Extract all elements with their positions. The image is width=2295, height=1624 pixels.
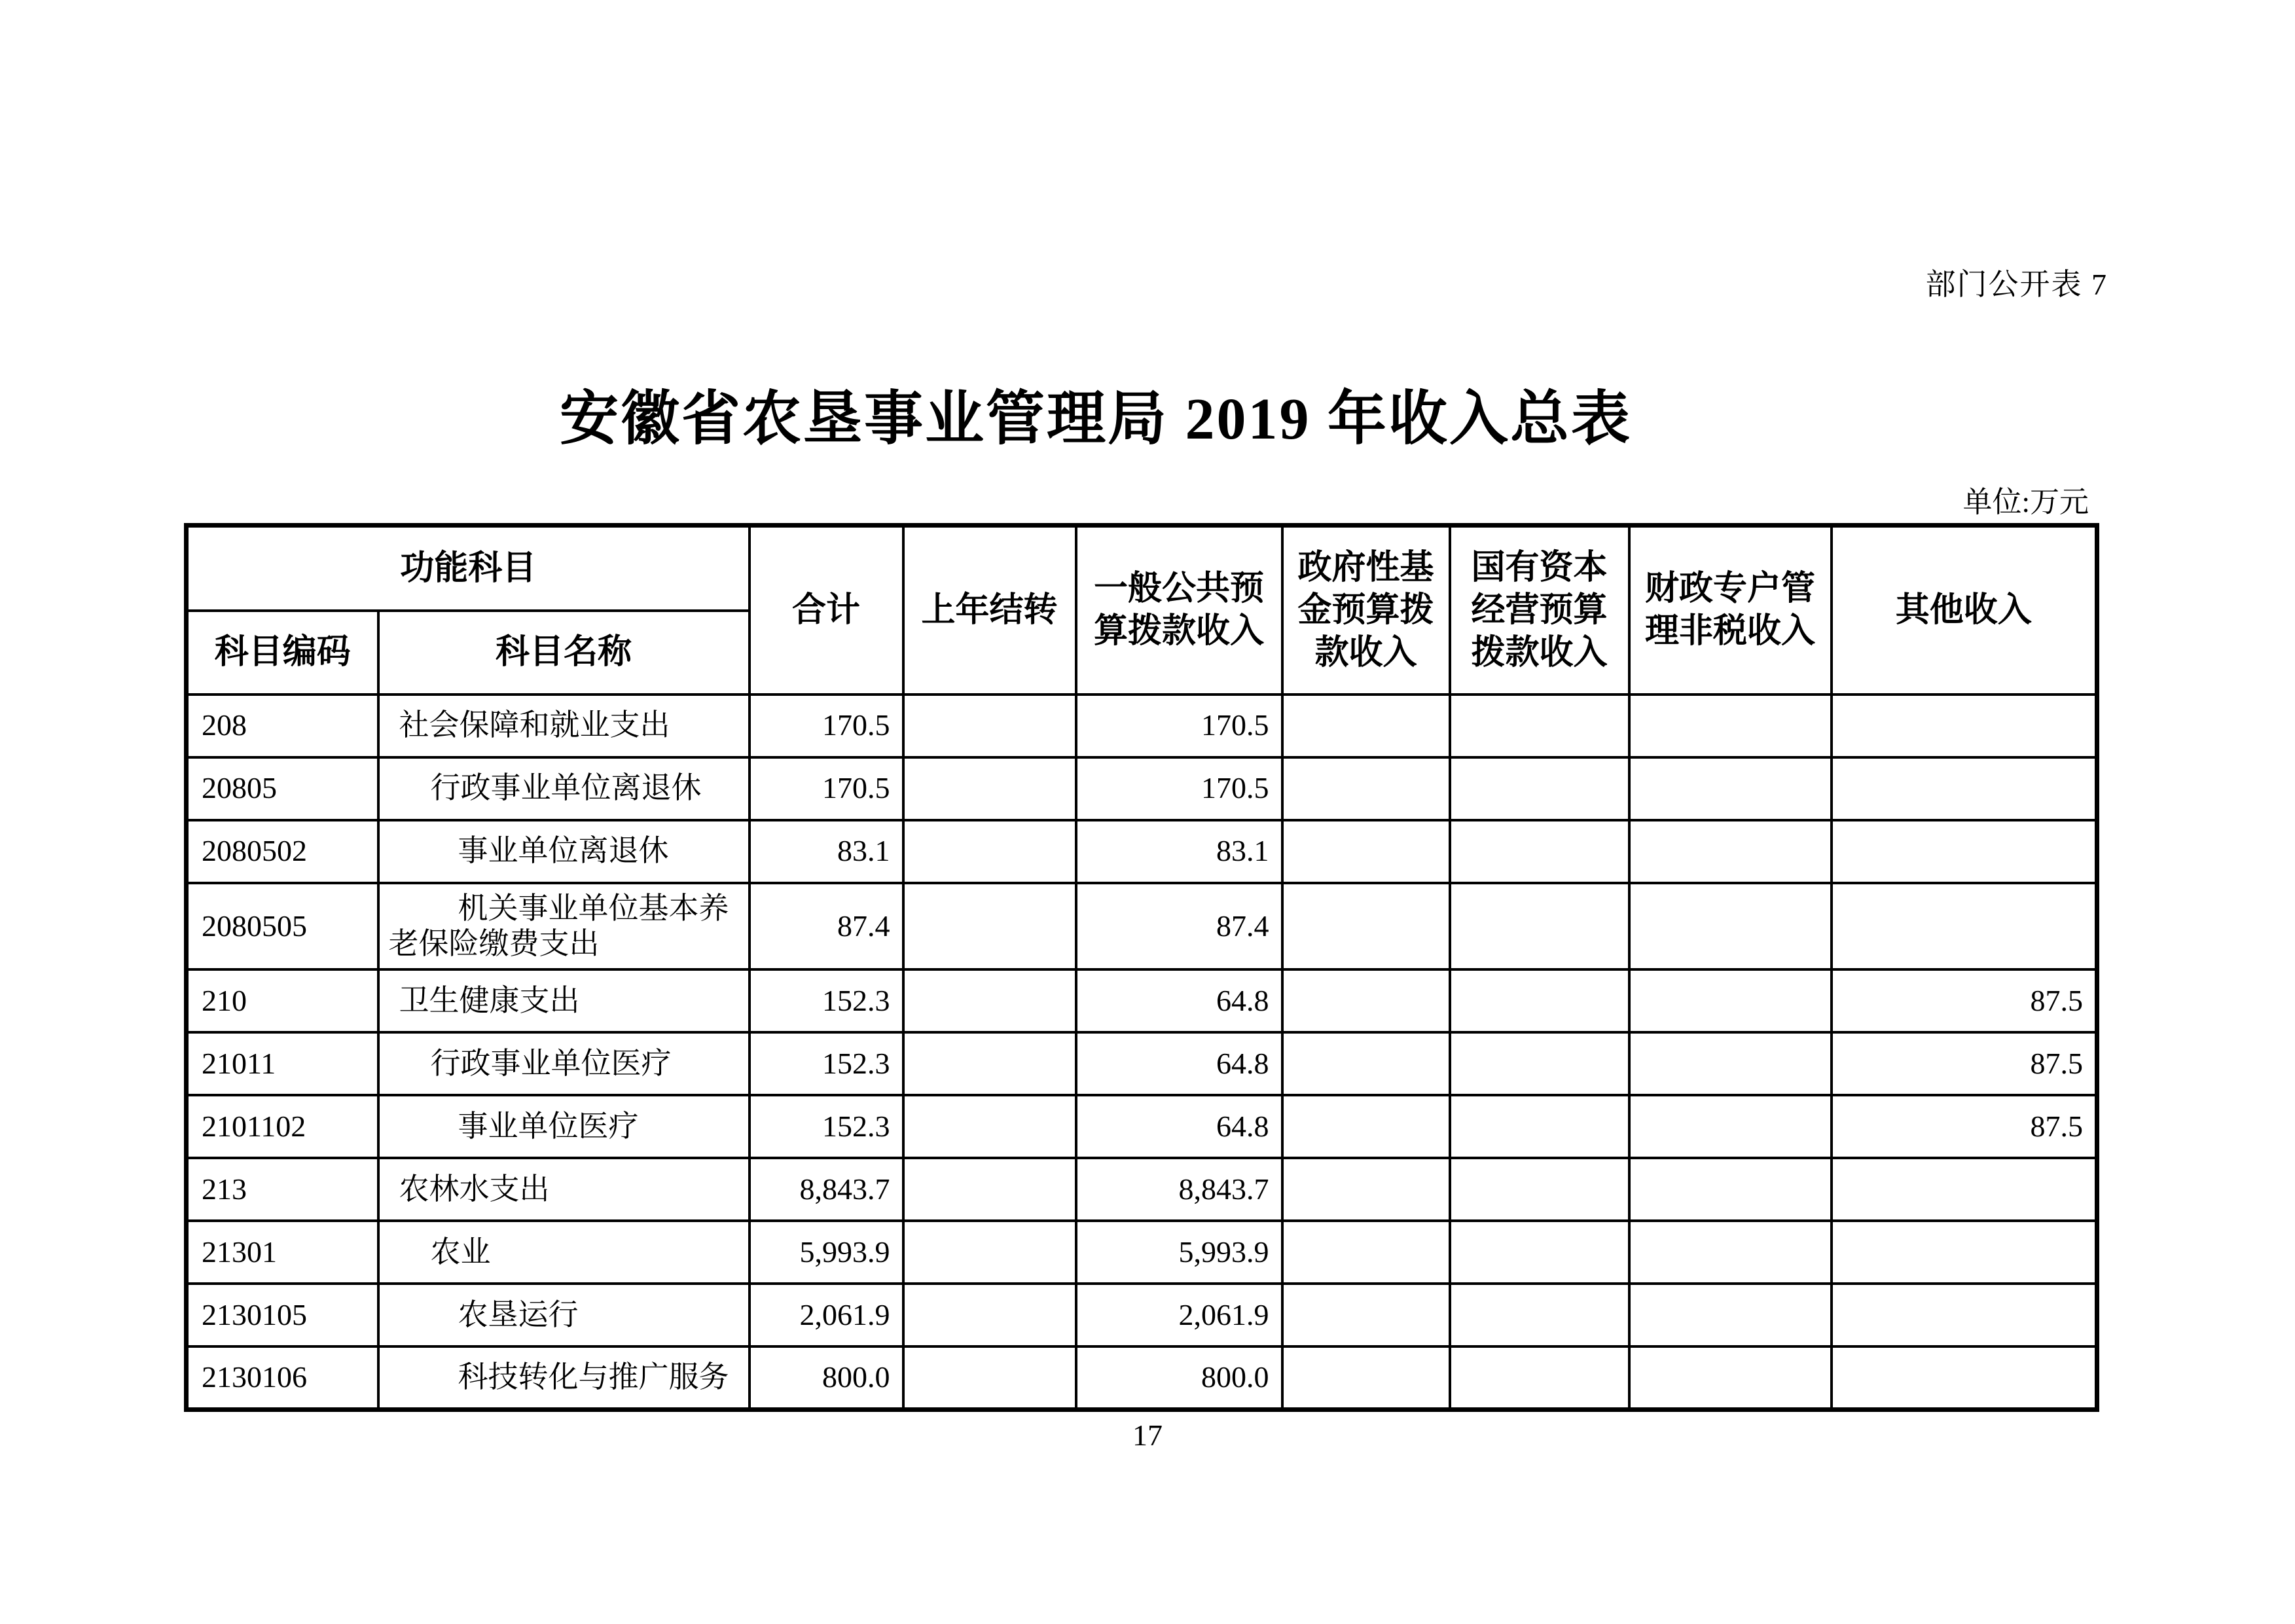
subject-name-cell: 行政事业单位离退休 bbox=[378, 757, 750, 820]
table-body bbox=[187, 695, 2097, 1410]
table-row bbox=[187, 883, 2097, 970]
total-cell: 2,061.9 bbox=[750, 1284, 903, 1346]
header-general-budget: 一般公共预算拨款收入 bbox=[1076, 526, 1282, 695]
header-row-1 bbox=[187, 526, 2097, 611]
state-capital-cell bbox=[1450, 1284, 1629, 1346]
gov-fund-cell bbox=[1282, 757, 1450, 820]
state-capital-cell bbox=[1450, 757, 1629, 820]
other-income-cell bbox=[1832, 757, 2097, 820]
subject-code-cell: 213 bbox=[187, 1158, 378, 1221]
fiscal-special-cell bbox=[1629, 883, 1832, 970]
subject-code-cell: 210 bbox=[187, 969, 378, 1032]
total-cell: 170.5 bbox=[750, 757, 903, 820]
state-capital-cell bbox=[1450, 1221, 1629, 1284]
general-budget-cell: 64.8 bbox=[1076, 1032, 1282, 1095]
table-header bbox=[187, 526, 2097, 695]
fiscal-special-cell bbox=[1629, 1221, 1832, 1284]
fiscal-special-cell bbox=[1629, 1346, 1832, 1409]
header-subject-name: 科目名称 bbox=[378, 611, 750, 695]
other-income-cell bbox=[1832, 883, 2097, 970]
carryover-cell bbox=[903, 1284, 1076, 1346]
table-row bbox=[187, 1032, 2097, 1095]
state-capital-cell bbox=[1450, 1346, 1629, 1409]
gov-fund-cell bbox=[1282, 820, 1450, 883]
general-budget-cell: 64.8 bbox=[1076, 969, 1282, 1032]
table-row bbox=[187, 757, 2097, 820]
gov-fund-cell bbox=[1282, 883, 1450, 970]
fiscal-special-cell bbox=[1629, 695, 1832, 757]
fiscal-special-cell bbox=[1629, 969, 1832, 1032]
gov-fund-cell bbox=[1282, 1346, 1450, 1409]
subject-code-cell: 208 bbox=[187, 695, 378, 757]
total-cell: 170.5 bbox=[750, 695, 903, 757]
other-income-cell bbox=[1832, 1158, 2097, 1221]
table-row bbox=[187, 695, 2097, 757]
general-budget-cell: 2,061.9 bbox=[1076, 1284, 1282, 1346]
header-other-income: 其他收入 bbox=[1832, 526, 2097, 695]
general-budget-cell: 5,993.9 bbox=[1076, 1221, 1282, 1284]
subject-name-cell: 科技转化与推广服务 bbox=[378, 1346, 750, 1409]
table-row bbox=[187, 1095, 2097, 1158]
gov-fund-cell bbox=[1282, 1158, 1450, 1221]
subject-name-cell: 事业单位离退休 bbox=[378, 820, 750, 883]
carryover-cell bbox=[903, 1032, 1076, 1095]
other-income-cell bbox=[1832, 1221, 2097, 1284]
header-function-subject: 功能科目 bbox=[187, 526, 750, 611]
carryover-cell bbox=[903, 1095, 1076, 1158]
carryover-cell bbox=[903, 969, 1076, 1032]
carryover-cell bbox=[903, 1346, 1076, 1409]
carryover-cell bbox=[903, 1221, 1076, 1284]
corner-tag: 部门公开表 7 bbox=[1925, 268, 2108, 301]
total-cell: 152.3 bbox=[750, 1095, 903, 1158]
header-subject-code: 科目编码 bbox=[187, 611, 378, 695]
gov-fund-cell bbox=[1282, 1284, 1450, 1346]
subject-name-cell: 机关事业单位基本养老保险缴费支出 bbox=[378, 883, 750, 970]
total-cell: 8,843.7 bbox=[750, 1158, 903, 1221]
subject-name-cell: 卫生健康支出 bbox=[378, 969, 750, 1032]
fiscal-special-cell bbox=[1629, 820, 1832, 883]
gov-fund-cell bbox=[1282, 969, 1450, 1032]
subject-code-cell: 2080502 bbox=[187, 820, 378, 883]
fiscal-special-cell bbox=[1629, 1158, 1832, 1221]
subject-name-cell: 行政事业单位医疗 bbox=[378, 1032, 750, 1095]
carryover-cell bbox=[903, 883, 1076, 970]
state-capital-cell bbox=[1450, 1032, 1629, 1095]
table-row bbox=[187, 969, 2097, 1032]
table-row bbox=[187, 1221, 2097, 1284]
state-capital-cell bbox=[1450, 969, 1629, 1032]
header-gov-fund: 政府性基金预算拨款收入 bbox=[1282, 526, 1450, 695]
subject-code-cell: 2130106 bbox=[187, 1346, 378, 1409]
total-cell: 5,993.9 bbox=[750, 1221, 903, 1284]
subject-name-cell: 社会保障和就业支出 bbox=[378, 695, 750, 757]
table-row bbox=[187, 1158, 2097, 1221]
subject-code-cell: 2101102 bbox=[187, 1095, 378, 1158]
header-state-capital: 国有资本经营预算拨款收入 bbox=[1450, 526, 1629, 695]
general-budget-cell: 800.0 bbox=[1076, 1346, 1282, 1409]
other-income-cell bbox=[1832, 695, 2097, 757]
gov-fund-cell bbox=[1282, 1095, 1450, 1158]
state-capital-cell bbox=[1450, 1158, 1629, 1221]
table-row bbox=[187, 1346, 2097, 1409]
other-income-cell bbox=[1832, 820, 2097, 883]
general-budget-cell: 64.8 bbox=[1076, 1095, 1282, 1158]
other-income-cell bbox=[1832, 1346, 2097, 1409]
unit-note: 单位:万元 bbox=[1962, 486, 2089, 518]
subject-name-cell: 事业单位医疗 bbox=[378, 1095, 750, 1158]
header-total: 合计 bbox=[750, 526, 903, 695]
header-fiscal-special: 财政专户管理非税收入 bbox=[1629, 526, 1832, 695]
state-capital-cell bbox=[1450, 1095, 1629, 1158]
total-cell: 87.4 bbox=[750, 883, 903, 970]
carryover-cell bbox=[903, 695, 1076, 757]
gov-fund-cell bbox=[1282, 1221, 1450, 1284]
income-table bbox=[184, 523, 2099, 1412]
fiscal-special-cell bbox=[1629, 1095, 1832, 1158]
general-budget-cell: 170.5 bbox=[1076, 695, 1282, 757]
other-income-cell: 87.5 bbox=[1832, 1095, 2097, 1158]
general-budget-cell: 8,843.7 bbox=[1076, 1158, 1282, 1221]
subject-code-cell: 2080505 bbox=[187, 883, 378, 970]
total-cell: 83.1 bbox=[750, 820, 903, 883]
subject-name-cell: 农业 bbox=[378, 1221, 750, 1284]
header-carryover: 上年结转 bbox=[903, 526, 1076, 695]
subject-code-cell: 21301 bbox=[187, 1221, 378, 1284]
total-cell: 152.3 bbox=[750, 969, 903, 1032]
state-capital-cell bbox=[1450, 695, 1629, 757]
subject-code-cell: 21011 bbox=[187, 1032, 378, 1095]
general-budget-cell: 170.5 bbox=[1076, 757, 1282, 820]
other-income-cell: 87.5 bbox=[1832, 1032, 2097, 1095]
gov-fund-cell bbox=[1282, 695, 1450, 757]
subject-code-cell: 2130105 bbox=[187, 1284, 378, 1346]
table-row bbox=[187, 820, 2097, 883]
total-cell: 800.0 bbox=[750, 1346, 903, 1409]
total-cell: 152.3 bbox=[750, 1032, 903, 1095]
carryover-cell bbox=[903, 820, 1076, 883]
state-capital-cell bbox=[1450, 820, 1629, 883]
state-capital-cell bbox=[1450, 883, 1629, 970]
fiscal-special-cell bbox=[1629, 1032, 1832, 1095]
gov-fund-cell bbox=[1282, 1032, 1450, 1095]
fiscal-special-cell bbox=[1629, 757, 1832, 820]
general-budget-cell: 83.1 bbox=[1076, 820, 1282, 883]
carryover-cell bbox=[903, 1158, 1076, 1221]
other-income-cell bbox=[1832, 1284, 2097, 1346]
page-number: 17 bbox=[1132, 1418, 1163, 1452]
fiscal-special-cell bbox=[1629, 1284, 1832, 1346]
other-income-cell: 87.5 bbox=[1832, 969, 2097, 1032]
table-row bbox=[187, 1284, 2097, 1346]
subject-name-cell: 农林水支出 bbox=[378, 1158, 750, 1221]
page-title: 安徽省农垦事业管理局 2019 年收入总表 bbox=[560, 387, 1632, 452]
subject-code-cell: 20805 bbox=[187, 757, 378, 820]
subject-name-cell: 农垦运行 bbox=[378, 1284, 750, 1346]
general-budget-cell: 87.4 bbox=[1076, 883, 1282, 970]
carryover-cell bbox=[903, 757, 1076, 820]
